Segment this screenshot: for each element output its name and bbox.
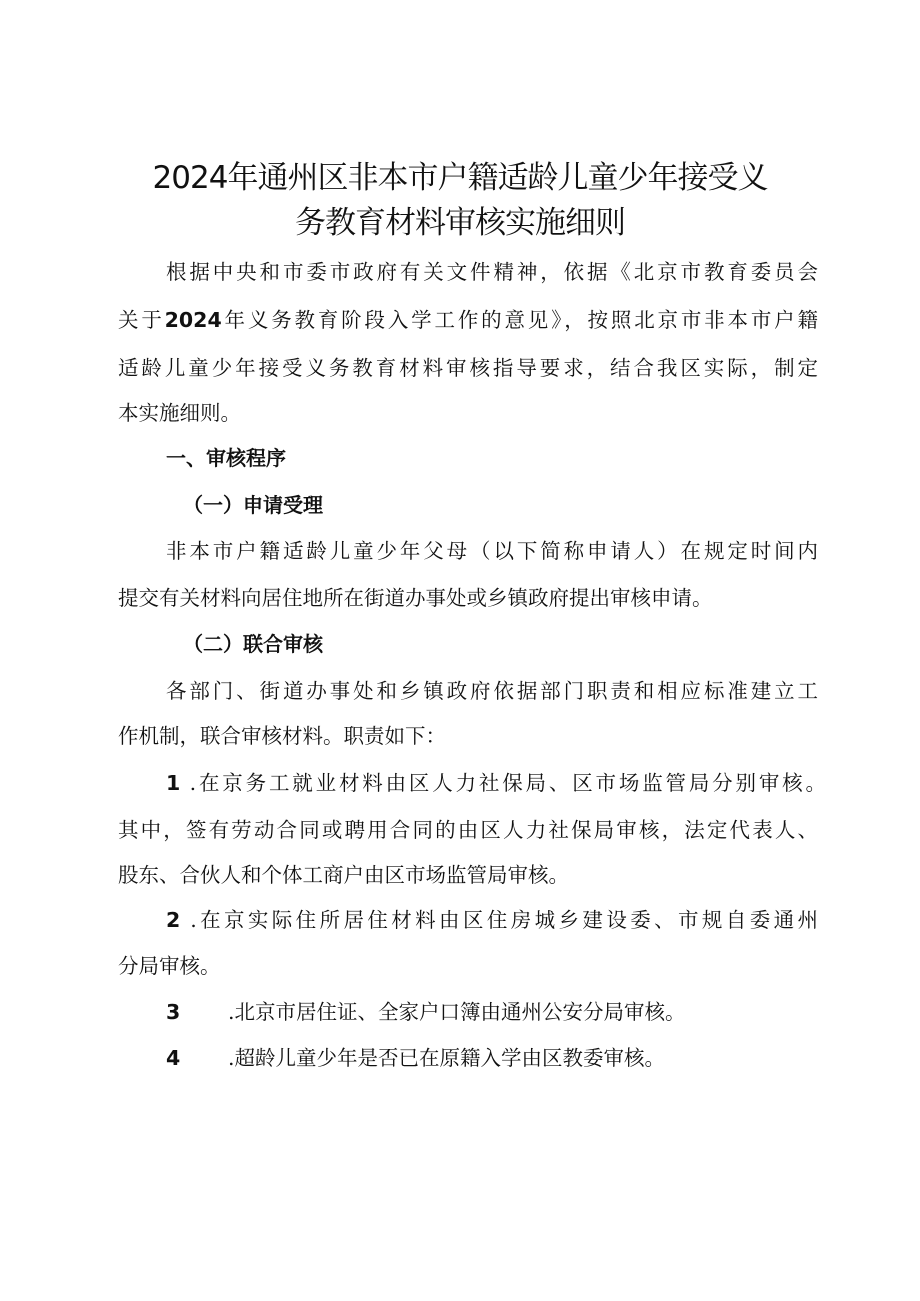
- item-2-text: .在京实际住所居住材料由区住房城乡建设委、市规自委通州: [190, 908, 818, 932]
- item-1-line-1: [166, 768, 826, 798]
- item-1-text: .在京务工就业材料由区人力社保局、区市场监管局分别审核。: [189, 771, 826, 795]
- intro-line-4: 本实施细则。: [118, 401, 241, 425]
- sub-1-line-1: 非本市户籍适龄儿童少年父母（以下简称申请人）在规定时间内: [166, 539, 818, 563]
- item-1-line-2: 其中，签有劳动合同或聘用合同的由区人力社保局审核，法定代表人、: [118, 818, 818, 842]
- item-2-number: 2: [166, 908, 181, 932]
- item-3-text: .北京市居住证、全家户口簿由通州公安分局审核。: [228, 1000, 686, 1024]
- item-3-line-1: [166, 997, 866, 1027]
- sub-2-heading: （二）联合审核: [183, 632, 323, 656]
- intro-line-2: [118, 305, 818, 335]
- item-1-number: 1: [166, 771, 181, 795]
- sub-2-line-1: 各部门、街道办事处和乡镇政府依据部门职责和相应标准建立工: [166, 679, 818, 703]
- item-1-line-3: 股东、合伙人和个体工商户由区市场监管局审核。: [118, 863, 569, 887]
- intro-line-1: 根据中央和市委市政府有关文件精神，依据《北京市教育委员会: [166, 260, 818, 284]
- sub-2-line-2: 作机制，联合审核材料。职责如下：: [118, 724, 446, 748]
- sub-1-heading: （一）申请受理: [183, 493, 323, 517]
- item-4-number: 4: [166, 1046, 181, 1070]
- document-title-line-2: 务教育材料审核实施细则: [295, 205, 625, 241]
- item-2-line-2: 分局审核。: [118, 954, 221, 978]
- intro-line-3: 适龄儿童少年接受义务教育材料审核指导要求，结合我区实际，制定: [118, 356, 818, 380]
- item-4-text: .超龄儿童少年是否已在原籍入学由区教委审核。: [228, 1046, 666, 1070]
- document-title-line-1: 2024年通州区非本市户籍适龄儿童少年接受义: [152, 160, 768, 196]
- intro-year: 2024: [164, 308, 222, 332]
- intro-line-2-pre: 关于: [118, 308, 165, 332]
- intro-line-2-post: 年义务教育阶段入学工作的意见》，按照北京市非本市户籍: [221, 308, 818, 332]
- item-3-number: 3: [166, 1000, 181, 1024]
- sub-1-line-2: 提交有关材料向居住地所在街道办事处或乡镇政府提出审核申请。: [118, 586, 713, 610]
- item-4-line-1: [166, 1043, 866, 1073]
- item-2-line-1: [166, 905, 818, 935]
- section-1-heading: 一、审核程序: [166, 446, 286, 470]
